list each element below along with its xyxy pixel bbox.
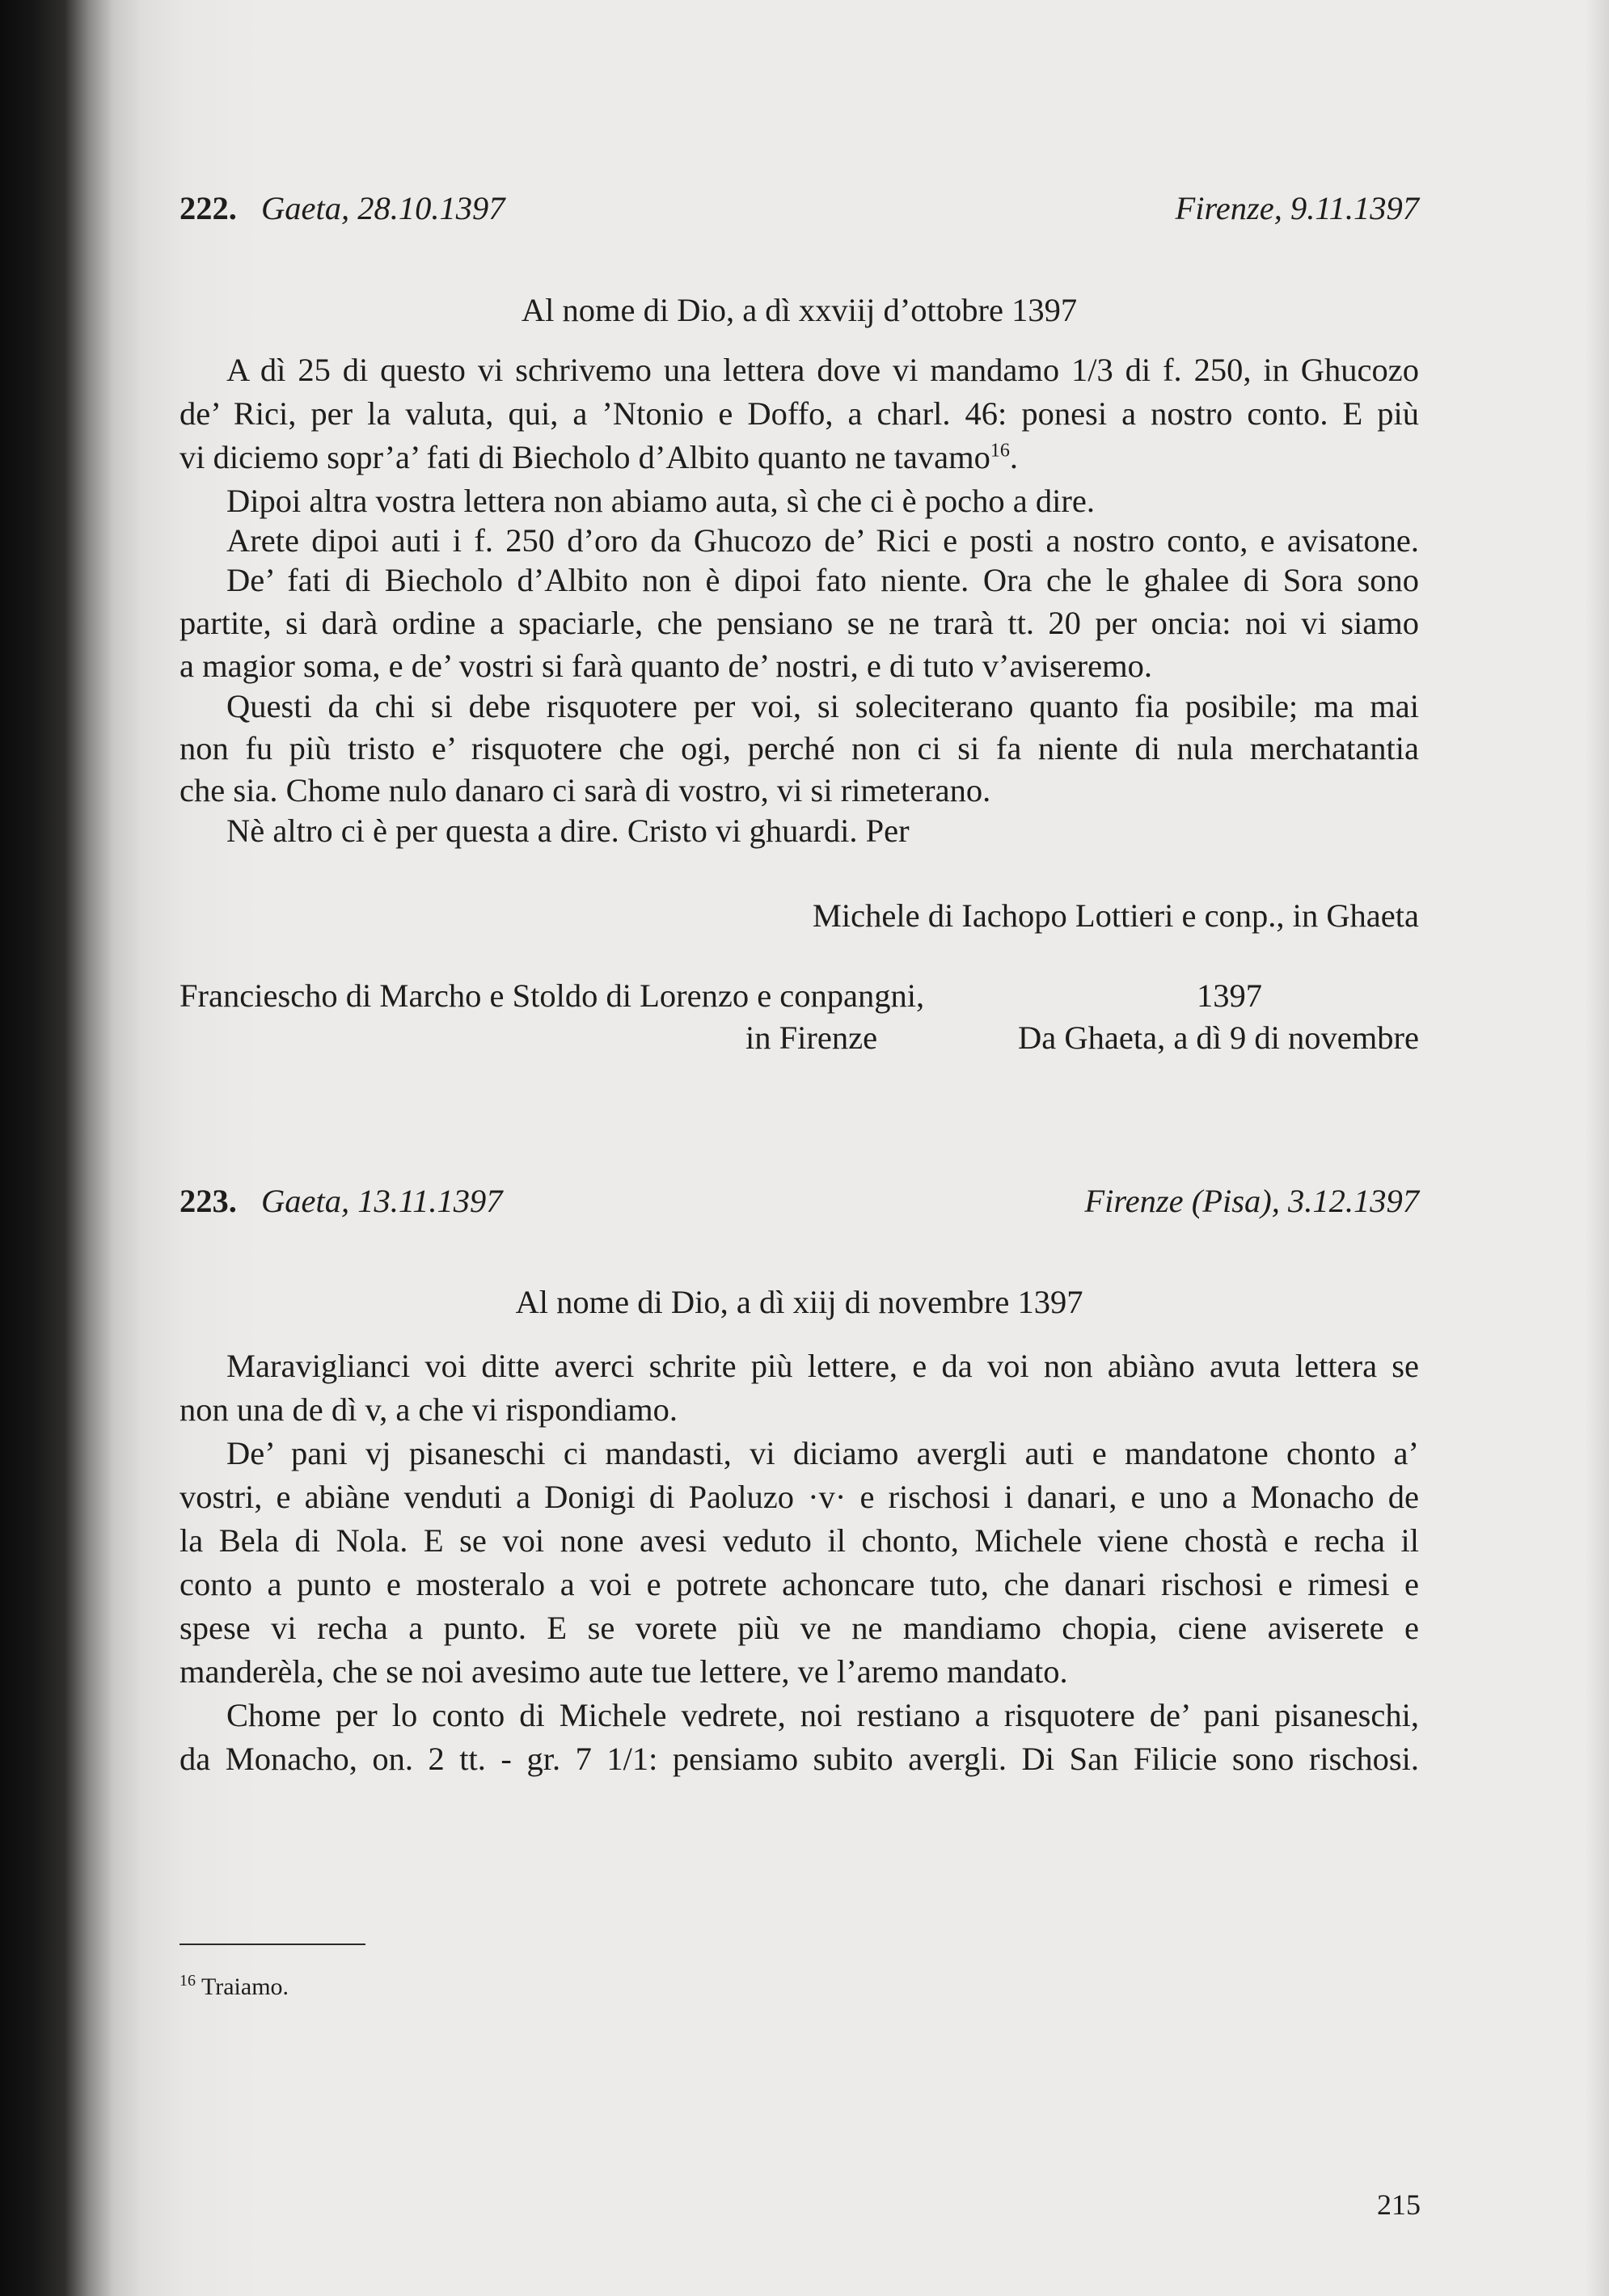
paragraph-line: conto a punto e mosteralo a voi e potrete achoncare tuto, che danari rischosi e rimesi e <box>179 1566 1419 1602</box>
paragraph-line: Dipoi altra vostra lettera non abiamo auta, sì che ci è pocho a dire. <box>226 483 1095 519</box>
footnote-reference: 16 <box>990 440 1010 462</box>
footnote <box>179 1971 289 2003</box>
paragraph-line: De’ pani vj pisaneschi ci mandasti, vi diciamo avergli auti e mandatone chonto a’ <box>226 1435 1419 1471</box>
letter-address: Franciescho di Marcho e Stoldo di Lorenzo e conpangni, <box>179 977 925 1014</box>
footnote-rule <box>179 1944 365 1945</box>
page-edge-shadow <box>1585 0 1609 2296</box>
paragraph-line: partite, si darà ordine a spaciarle, che pensiano se ne trarà tt. 20 per oncia: noi vi siamo <box>179 605 1419 641</box>
footnote-mark: 16 <box>179 1972 196 1990</box>
entry-number: 223. <box>179 1183 237 1219</box>
paragraph-line: Chome per lo conto di Michele vedrete, noi restiano a risquotere de’ pani pisaneschi, <box>226 1697 1419 1733</box>
letter-salutation: Al nome di Dio, a dì xiij di novembre 1397 <box>515 1284 1083 1320</box>
entry-number: 222. <box>179 190 237 226</box>
entry-destination: Firenze (Pisa), 3.12.1397 <box>1084 1183 1419 1219</box>
paragraph-line: non fu più tristo e’ risquotere che ogi, perché non ci si fa niente di nula merchatantia <box>179 730 1419 766</box>
receipt-date: Da Ghaeta, a dì 9 di novembre <box>1018 1019 1419 1056</box>
paragraph-line: Maraviglianci voi ditte averci schrite più lettere, e da voi non abiàno avuta lettera se <box>226 1348 1419 1384</box>
address-place: in Firenze <box>745 1019 878 1056</box>
paragraph-line: spese vi recha a punto. E se vorete più ve ne mandiamo chopia, ciene aviserete e <box>179 1610 1419 1646</box>
entry-origin: Gaeta, 28.10.1397 <box>261 190 505 226</box>
letter-salutation: Al nome di Dio, a dì xxviij d’ottobre 1397 <box>521 292 1078 328</box>
paragraph-line: che sia. Chome nulo danaro ci sarà di vostro, vi si rimeterano. <box>179 772 991 808</box>
paragraph-line: la Bela di Nola. E se voi none avesi veduto il chonto, Michele viene chostà e recha il <box>179 1522 1419 1559</box>
entry-origin: Gaeta, 13.11.1397 <box>261 1183 503 1219</box>
paragraph-line: Questi da chi si debe risquotere per voi, si soleciterano quanto fia posibile; ma mai <box>226 688 1419 724</box>
paragraph-line: vi diciemo sopr’a’ fati di Biecholo d’Albito quanto ne tavamo$^{16}$. <box>179 439 1018 475</box>
paragraph-line: de’ Rici, per la valuta, qui, a ’Ntonio e Doffo, a charl. 46: ponesi a nostro conto. E più <box>179 395 1419 432</box>
entry-destination: Firenze, 9.11.1397 <box>1175 190 1419 226</box>
footnote-text: Traiamo. <box>201 1973 289 2000</box>
page-number: 215 <box>1377 2188 1421 2221</box>
paragraph-line: non una de dì v, a che vi rispondiamo. <box>179 1391 678 1428</box>
paragraph-text: vi diciemo sopr’a’ fati di Biecholo d’Albito quanto ne tavamo <box>179 439 990 475</box>
letter-signature: Michele di Iachopo Lottieri e conp., in Ghaeta <box>812 897 1419 934</box>
paragraph-line: De’ fati di Biecholo d’Albito non è dipoi fato niente. Ora che le ghalee di Sora sono <box>226 562 1419 598</box>
paragraph-line: Arete dipoi auti i f. 250 d’oro da Ghucozo de’ Rici e posti a nostro conto, e avisatone. <box>226 522 1419 559</box>
paragraph-line: a magior soma, e de’ vostri si farà quanto de’ nostri, e di tuto v’aviseremo. <box>179 648 1153 684</box>
paragraph-line: vostri, e abiàne venduti a Donigi di Paoluzo ·v· e rischosi i danari, e uno a Monacho de <box>179 1479 1419 1515</box>
paragraph-line: Nè altro ci è per questa a dire. Cristo vi ghuardi. Per <box>226 812 910 849</box>
paragraph-line: A dì 25 di questo vi schrivemo una lettera dove vi mandamo 1/3 di f. 250, in Ghucozo <box>226 352 1419 388</box>
receipt-year: 1397 <box>1197 977 1262 1014</box>
paragraph-line: da Monacho, on. 2 tt. - gr. 7 1/1: pensiamo subito avergli. Di San Filicie sono rischosi. <box>179 1741 1419 1777</box>
paragraph-line: manderèla, che se noi avesimo aute tue lettere, ve l’aremo mandato. <box>179 1653 1068 1690</box>
